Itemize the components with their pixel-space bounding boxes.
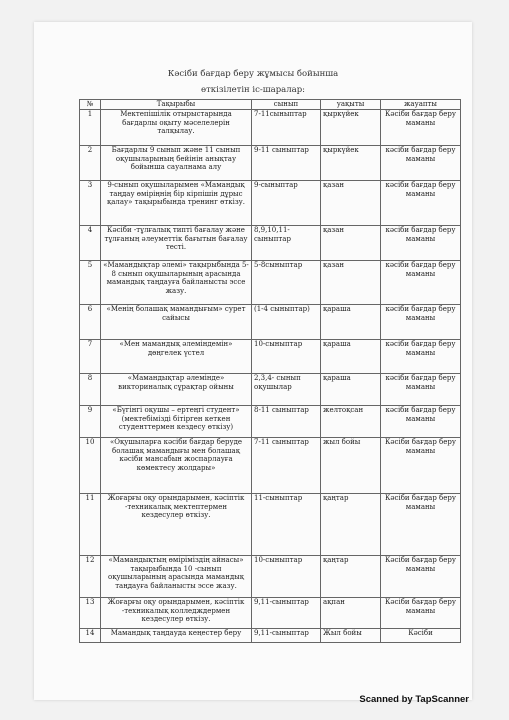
row-topic: «Мамандықтың өміріміздің айнасы» тақырыбында 10 -сынып оқушыларының арасында мамандық таңдауға байланысты эссе жазу. <box>101 556 252 598</box>
document-title: Кәсіби бағдар беру жұмысы бойынша <box>167 69 339 79</box>
row-time: жыл бойы <box>321 438 381 494</box>
row-responsible: кәсіби бағдар беру маманы <box>381 146 461 181</box>
row-class: 5-8сыныптар <box>252 261 321 305</box>
row-topic: «Менің болашақ мамандығым» сурет сайысы <box>101 305 252 340</box>
row-class: 8-11 сыныптар <box>252 406 321 438</box>
scanner-watermark: Scanned by TapScanner <box>359 694 469 705</box>
row-number: 13 <box>80 598 101 629</box>
row-responsible: Кәсіби <box>381 629 461 643</box>
row-responsible: кәсіби бағдар беру маманы <box>381 305 461 340</box>
row-class: 7-11сыныптар <box>252 110 321 146</box>
row-topic: Кәсіби -тұлғалық типті бағалау және тұлғаның әлеуметтік бағытын бағалау тесті. <box>101 226 252 261</box>
header-responsible: жауапты <box>381 100 461 110</box>
row-number: 9 <box>80 406 101 438</box>
row-topic: «Бүгінгі оқушы – ертеңгі студент» (мектебімізді бітірген кеткен студенттермен кездесу өткізу) <box>101 406 252 438</box>
row-number: 5 <box>80 261 101 305</box>
row-class: 7-11 сыныптар <box>252 438 321 494</box>
row-number: 11 <box>80 494 101 556</box>
row-topic: Жоғарғы оқу орындарымен, кәсіптік -техникалық колледждермен кездесулер өткізу. <box>101 598 252 629</box>
row-topic: «Мамандықтар әлемі» тақырыбында 5-8 сынып оқушыларының арасында мамандық таңдауға байланысты эссе жазу. <box>101 261 252 305</box>
row-number: 3 <box>80 181 101 226</box>
table-row <box>80 629 461 643</box>
row-time: қыркүйек <box>321 146 381 181</box>
table-header-row <box>80 100 461 110</box>
row-responsible: Кәсіби бағдар беру маманы <box>381 438 461 494</box>
row-topic: «Мамандықтар әлемінде» викториналық сұрақтар ойыны <box>101 374 252 406</box>
row-responsible: кәсіби бағдар беру маманы <box>381 181 461 226</box>
row-responsible: кәсіби бағдар беру маманы <box>381 226 461 261</box>
row-number: 2 <box>80 146 101 181</box>
row-time: қаңтар <box>321 494 381 556</box>
row-time: ақпан <box>321 598 381 629</box>
events-table <box>79 99 461 643</box>
row-time: қараша <box>321 305 381 340</box>
row-class: 9,11-сыныптар <box>252 629 321 643</box>
table-row <box>80 438 461 494</box>
row-time: Жыл бойы <box>321 629 381 643</box>
row-time: қараша <box>321 340 381 374</box>
table-row <box>80 226 461 261</box>
header-number: № <box>80 100 101 110</box>
row-topic: Жоғарғы оқу орындарымен, кәсіптік -техникалық мектептермен кездесулер өткізу. <box>101 494 252 556</box>
table-row <box>80 556 461 598</box>
row-responsible: Кәсіби бағдар беру маманы <box>381 598 461 629</box>
table-row <box>80 110 461 146</box>
row-time: қазан <box>321 181 381 226</box>
row-number: 4 <box>80 226 101 261</box>
row-number: 7 <box>80 340 101 374</box>
row-number: 1 <box>80 110 101 146</box>
row-responsible: Кәсіби бағдар беру маманы <box>381 556 461 598</box>
row-class: 9,11-сыныптар <box>252 598 321 629</box>
row-topic: «Оқушыларға кәсіби бағдар беруде болашақ мамандығы мен болашақ кәсіби мансабын жоспарлауға көмектесу жолдары» <box>101 438 252 494</box>
row-class: 11-сыныптар <box>252 494 321 556</box>
row-responsible: Кәсіби бағдар беру маманы <box>381 110 461 146</box>
table-row <box>80 146 461 181</box>
table-row <box>80 181 461 226</box>
document-subtitle: өткізілетін іс-шаралар: <box>200 85 306 95</box>
row-responsible: кәсіби бағдар беру маманы <box>381 406 461 438</box>
row-class: 8,9,10,11-сыныптар <box>252 226 321 261</box>
row-time: қараша <box>321 374 381 406</box>
row-topic: «Мен мамандық әлеміндемін» дөңгелек үстел <box>101 340 252 374</box>
row-number: 8 <box>80 374 101 406</box>
header-class: сынып <box>252 100 321 110</box>
table-row <box>80 305 461 340</box>
row-number: 14 <box>80 629 101 643</box>
row-number: 10 <box>80 438 101 494</box>
row-responsible: кәсіби бағдар беру маманы <box>381 340 461 374</box>
document-page <box>34 22 472 700</box>
row-responsible: кәсіби бағдар беру маманы <box>381 261 461 305</box>
row-time: қазан <box>321 226 381 261</box>
table-row <box>80 406 461 438</box>
row-time: қаңтар <box>321 556 381 598</box>
row-time: қазан <box>321 261 381 305</box>
row-number: 6 <box>80 305 101 340</box>
header-topic: Тақырыбы <box>101 100 252 110</box>
table-row <box>80 598 461 629</box>
table-row <box>80 340 461 374</box>
row-class: 10-сыныптар <box>252 340 321 374</box>
row-number: 12 <box>80 556 101 598</box>
row-class: 2,3,4- сынып оқушылар <box>252 374 321 406</box>
row-topic: 9-сынып оқушыларымен «Мамандық таңдау өміріңнің бір кірпішін дұрыс қалау» тақырыбында тренинг өткізу. <box>101 181 252 226</box>
table-row <box>80 494 461 556</box>
row-class: (1-4 сыныптар) <box>252 305 321 340</box>
row-topic: Бағдарлы 9 сынып және 11 сынып оқушыларының бейінін анықтау бойынша сауалнама алу <box>101 146 252 181</box>
row-topic: Мектепішілік отырыстарында бағдарлы оқыту мәселелерін талқылау. <box>101 110 252 146</box>
header-time: уақыты <box>321 100 381 110</box>
row-time: желтоқсан <box>321 406 381 438</box>
row-class: 9-сыныптар <box>252 181 321 226</box>
row-topic: Мамандық таңдауда кеңестер беру <box>101 629 252 643</box>
table-row <box>80 374 461 406</box>
row-class: 9-11 сыныптар <box>252 146 321 181</box>
row-class: 10-сыныптар <box>252 556 321 598</box>
row-time: қыркүйек <box>321 110 381 146</box>
row-responsible: кәсіби бағдар беру маманы <box>381 374 461 406</box>
table-row <box>80 261 461 305</box>
row-responsible: Кәсіби бағдар беру маманы <box>381 494 461 556</box>
